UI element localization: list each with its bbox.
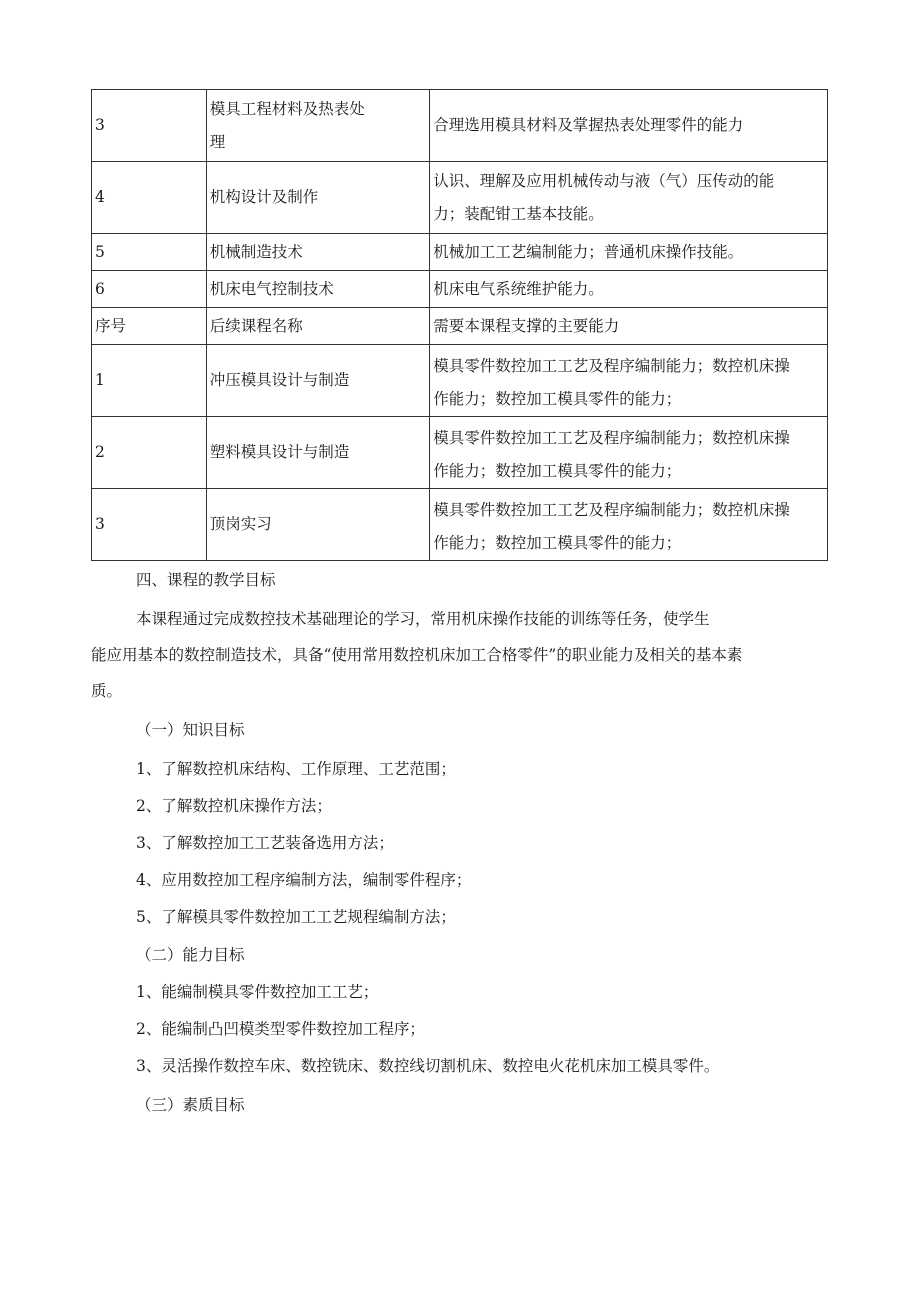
table-row xyxy=(92,345,828,417)
row-number: 3 xyxy=(92,489,207,561)
course-name: 机械制造技术 xyxy=(206,234,430,271)
row-number: 6 xyxy=(92,271,207,308)
row-number: 1 xyxy=(92,345,207,417)
table-header-row xyxy=(92,308,828,345)
header-ability: 需要本课程支撑的主要能力 xyxy=(430,308,828,345)
ability-goal-item: 2、能编制凸凹模类型零件数控加工程序； xyxy=(136,1020,425,1038)
table-row xyxy=(92,417,828,489)
knowledge-goal-item: 2、了解数控机床操作方法； xyxy=(136,797,332,815)
course-ability: 合理选用模具材料及掌握热表处理零件的能力 xyxy=(430,90,828,162)
table-row xyxy=(92,271,828,308)
course-name: 模具工程材料及热表处 理 xyxy=(206,90,430,162)
knowledge-goal-item: 1、了解数控机床结构、工作原理、工艺范围； xyxy=(136,760,456,778)
header-course-name: 后续课程名称 xyxy=(206,308,430,345)
course-name: 机床电气控制技术 xyxy=(206,271,430,308)
row-number: 4 xyxy=(92,162,207,234)
course-ability: 机械加工工艺编制能力；普通机床操作技能。 xyxy=(430,234,828,271)
course-name: 冲压模具设计与制造 xyxy=(206,345,430,417)
table-row xyxy=(92,162,828,234)
row-number: 5 xyxy=(92,234,207,271)
course-ability: 机床电气系统维护能力。 xyxy=(430,271,828,308)
section-heading: 四、课程的教学目标 xyxy=(136,571,276,589)
course-ability: 模具零件数控加工工艺及程序编制能力；数控机床操 作能力；数控加工模具零件的能力； xyxy=(430,417,828,489)
ability-goals-heading: （二）能力目标 xyxy=(136,946,245,964)
intro-paragraph-line: 能应用基本的数控制造技术，具备“使用常用数控机床加工合格零件”的职业能力及相关的基本素 xyxy=(91,646,743,664)
knowledge-goal-item: 3、了解数控加工工艺装备选用方法； xyxy=(136,834,394,852)
knowledge-goal-item: 5、了解模具零件数控加工工艺规程编制方法； xyxy=(136,908,456,926)
course-name: 顶岗实习 xyxy=(206,489,430,561)
ability-goal-item: 1、能编制模具零件数控加工工艺； xyxy=(136,983,379,1001)
quality-goals-heading: （三）素质目标 xyxy=(136,1096,245,1114)
header-number: 序号 xyxy=(92,308,207,345)
intro-paragraph-line: 本课程通过完成数控技术基础理论的学习，常用机床操作技能的训练等任务，使学生 xyxy=(136,610,710,628)
course-ability: 模具零件数控加工工艺及程序编制能力；数控机床操 作能力；数控加工模具零件的能力； xyxy=(430,345,828,417)
intro-paragraph-line: 质。 xyxy=(91,682,123,700)
ability-goal-item: 3、灵活操作数控车床、数控铣床、数控线切割机床、数控电火花机床加工模具零件。 xyxy=(136,1057,720,1075)
row-number: 2 xyxy=(92,417,207,489)
course-relation-table xyxy=(91,89,828,561)
knowledge-goal-item: 4、应用数控加工程序编制方法，编制零件程序； xyxy=(136,871,472,889)
table-row xyxy=(92,234,828,271)
course-ability: 认识、理解及应用机械传动与液（气）压传动的能 力；装配钳工基本技能。 xyxy=(430,162,828,234)
row-number: 3 xyxy=(92,90,207,162)
course-name: 机构设计及制作 xyxy=(206,162,430,234)
course-ability: 模具零件数控加工工艺及程序编制能力；数控机床操 作能力；数控加工模具零件的能力； xyxy=(430,489,828,561)
table-row xyxy=(92,90,828,162)
table-row xyxy=(92,489,828,561)
course-name: 塑料模具设计与制造 xyxy=(206,417,430,489)
knowledge-goals-heading: （一）知识目标 xyxy=(136,721,245,739)
